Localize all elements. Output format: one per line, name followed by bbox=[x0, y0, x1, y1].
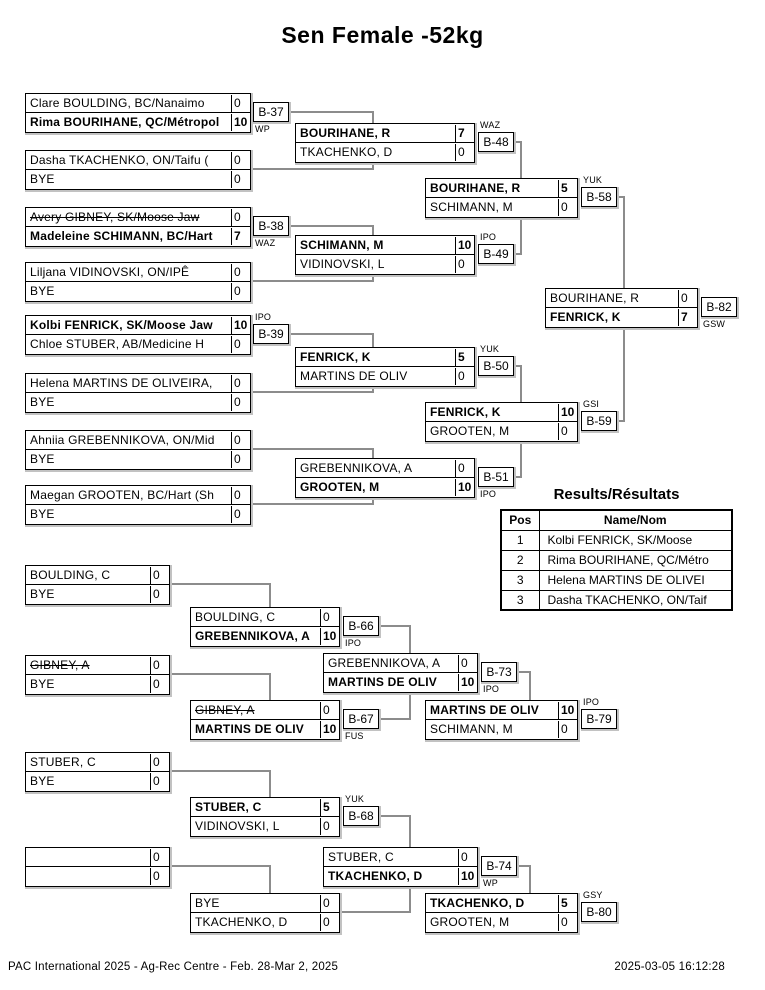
match-number-tag: B-51 bbox=[478, 467, 514, 487]
athlete-row bbox=[324, 867, 477, 886]
athlete-name: TKACHENKO, D bbox=[300, 145, 393, 159]
athlete-name: Avery GIBNEY, SK/Moose Jaw bbox=[30, 209, 200, 224]
match-box-rep-stuber-vidinovski bbox=[190, 797, 340, 837]
athlete-row bbox=[426, 179, 577, 198]
athlete-name: GREBENNIKOVA, A bbox=[195, 629, 311, 643]
match-number-tag: B-67 bbox=[343, 709, 379, 729]
score-value: 0 bbox=[558, 423, 577, 440]
score-value: 0 bbox=[231, 264, 250, 281]
match-box-rep-gibney-bye bbox=[25, 655, 170, 695]
athlete-row bbox=[426, 198, 577, 217]
match-box-r32-fenrick-stuber bbox=[25, 315, 251, 355]
athlete-name: GROOTEN, M bbox=[430, 915, 510, 929]
athlete-row bbox=[26, 656, 169, 675]
score-value: 10 bbox=[455, 237, 474, 254]
athlete-name: Kolbi FENRICK, SK/Moose Jaw bbox=[30, 317, 213, 332]
match-box-rep-bye-tkachenko bbox=[190, 893, 340, 933]
athlete-name: SCHIMANN, M bbox=[300, 237, 384, 252]
athlete-row bbox=[26, 374, 250, 393]
results-col-pos: Pos bbox=[501, 510, 539, 530]
match-box-sf-fenrick-grooten bbox=[425, 402, 578, 442]
athlete-row bbox=[296, 348, 474, 367]
score-value: 0 bbox=[320, 895, 339, 912]
result-position: 1 bbox=[501, 530, 539, 550]
athlete-name: GREBENNIKOVA, A bbox=[300, 460, 413, 475]
athlete-row bbox=[191, 913, 339, 932]
score-value: 7 bbox=[231, 228, 250, 245]
match-box-rep-boulding-grebennikova bbox=[190, 607, 340, 647]
match-number-tag: B-37 bbox=[253, 102, 289, 122]
athlete-name: TKACHENKO, D bbox=[195, 915, 288, 929]
match-box-qf-fenrick-martins bbox=[295, 347, 475, 387]
score-value: 0 bbox=[455, 256, 474, 273]
match-number-tag: B-48 bbox=[478, 132, 514, 152]
score-value: 7 bbox=[678, 309, 697, 326]
win-technique-label: GSI bbox=[583, 399, 600, 409]
score-value: 0 bbox=[150, 676, 169, 693]
athlete-name: Helena MARTINS DE OLIVEIRA, bbox=[30, 375, 213, 390]
athlete-name: Ahniia GREBENNIKOVA, ON/Mid bbox=[30, 432, 215, 447]
score-value: 10 bbox=[458, 868, 477, 885]
athlete-name: SCHIMANN, M bbox=[430, 200, 513, 214]
athlete-row bbox=[26, 170, 250, 189]
connector-line bbox=[170, 771, 270, 798]
result-name: Helena MARTINS DE OLIVEI bbox=[539, 570, 732, 590]
athlete-name: BYE bbox=[30, 507, 55, 521]
results-row bbox=[501, 530, 732, 550]
match-box-r32-vidinovski-bye bbox=[25, 262, 251, 302]
athlete-name: BOULDING, C bbox=[195, 609, 276, 624]
connector-line bbox=[517, 866, 530, 894]
footer-timestamp: 2025-03-05 16:12:28 bbox=[614, 961, 725, 973]
score-value: 0 bbox=[678, 290, 697, 307]
score-value: 0 bbox=[231, 487, 250, 504]
athlete-row bbox=[26, 848, 169, 867]
athlete-name: MARTINS DE OLIV bbox=[195, 722, 305, 736]
match-number-tag: B-66 bbox=[343, 616, 379, 636]
match-box-qf-bourihane-tkachenko bbox=[295, 123, 475, 163]
score-value: 10 bbox=[231, 114, 250, 131]
score-value: 0 bbox=[231, 171, 250, 188]
score-value: 0 bbox=[231, 506, 250, 523]
score-value: 0 bbox=[150, 567, 169, 584]
score-value: 10 bbox=[320, 721, 339, 738]
score-value: 0 bbox=[231, 209, 250, 226]
score-value: 0 bbox=[231, 95, 250, 112]
win-technique-label: GSW bbox=[703, 319, 726, 329]
score-value: 10 bbox=[558, 404, 577, 421]
athlete-name: Madeleine SCHIMANN, BC/Hart bbox=[30, 229, 213, 243]
match-number-tag: B-39 bbox=[253, 324, 289, 344]
athlete-row bbox=[26, 227, 250, 246]
score-value: 0 bbox=[458, 655, 477, 672]
athlete-name: BYE bbox=[30, 395, 55, 409]
result-position: 3 bbox=[501, 570, 539, 590]
score-value: 0 bbox=[150, 849, 169, 866]
result-name: Dasha TKACHENKO, ON/Taif bbox=[539, 590, 732, 610]
win-technique-label: IPO bbox=[255, 312, 272, 322]
score-value: 0 bbox=[558, 914, 577, 931]
win-technique-label: YUK bbox=[480, 344, 500, 354]
score-value: 5 bbox=[455, 349, 474, 366]
score-value: 5 bbox=[558, 180, 577, 197]
win-technique-label: WAZ bbox=[255, 238, 276, 248]
athlete-name: BYE bbox=[30, 284, 55, 298]
results-section bbox=[500, 486, 733, 611]
connector-line bbox=[170, 866, 270, 894]
score-value: 0 bbox=[455, 460, 474, 477]
score-value: 7 bbox=[455, 125, 474, 142]
athlete-row bbox=[296, 236, 474, 255]
score-value: 0 bbox=[320, 818, 339, 835]
match-box-rep-empty bbox=[25, 847, 170, 887]
score-value: 10 bbox=[455, 479, 474, 496]
score-value: 0 bbox=[231, 394, 250, 411]
athlete-row bbox=[546, 289, 697, 308]
score-value: 10 bbox=[231, 317, 250, 334]
match-box-rep-gibney-martins bbox=[190, 700, 340, 740]
athlete-name: Dasha TKACHENKO, ON/Taifu ( bbox=[30, 152, 209, 167]
athlete-name: STUBER, C bbox=[328, 849, 394, 864]
match-number-tag: B-79 bbox=[581, 709, 617, 729]
athlete-name: GIBNEY, A bbox=[195, 702, 255, 717]
score-value: 0 bbox=[150, 754, 169, 771]
score-value: 10 bbox=[558, 702, 577, 719]
athlete-name: SCHIMANN, M bbox=[430, 722, 513, 736]
connector-line bbox=[170, 584, 270, 608]
athlete-row bbox=[546, 308, 697, 327]
score-value: 10 bbox=[458, 674, 477, 691]
athlete-row bbox=[191, 701, 339, 720]
athlete-row bbox=[191, 627, 339, 646]
athlete-row bbox=[26, 282, 250, 301]
score-value: 0 bbox=[150, 657, 169, 674]
results-row bbox=[501, 590, 732, 610]
athlete-row bbox=[26, 675, 169, 694]
athlete-row bbox=[26, 585, 169, 604]
win-technique-label: WP bbox=[483, 878, 498, 888]
match-number-tag: B-80 bbox=[581, 902, 617, 922]
athlete-row bbox=[26, 431, 250, 450]
athlete-row bbox=[26, 335, 250, 354]
footer-event-info: PAC International 2025 - Ag-Rec Centre - Feb. 28-Mar 2, 2025 bbox=[8, 961, 339, 973]
win-technique-label: IPO bbox=[583, 697, 600, 707]
athlete-row bbox=[26, 113, 250, 132]
athlete-name: GIBNEY, A bbox=[30, 657, 90, 672]
athlete-row bbox=[26, 208, 250, 227]
athlete-name: BOURIHANE, R bbox=[430, 180, 521, 195]
score-value: 0 bbox=[231, 336, 250, 353]
athlete-row bbox=[426, 422, 577, 441]
athlete-row bbox=[426, 720, 577, 739]
match-box-r32-grooten-bye bbox=[25, 485, 251, 525]
athlete-name: STUBER, C bbox=[195, 799, 262, 814]
athlete-row bbox=[324, 673, 477, 692]
athlete-row bbox=[26, 867, 169, 886]
athlete-row bbox=[191, 608, 339, 627]
score-value: 0 bbox=[231, 375, 250, 392]
athlete-name: FENRICK, K bbox=[430, 404, 501, 419]
match-number-tag: B-49 bbox=[478, 244, 514, 264]
match-box-r32-gibney-schimann bbox=[25, 207, 251, 247]
athlete-name: TKACHENKO, D bbox=[430, 895, 525, 910]
match-box-qf-grebennikova-grooten bbox=[295, 458, 475, 498]
score-value: 0 bbox=[231, 451, 250, 468]
athlete-row bbox=[26, 450, 250, 469]
athlete-name: BYE bbox=[30, 172, 55, 186]
match-box-qf-schimann-vidinovski bbox=[295, 235, 475, 275]
match-number-tag: B-59 bbox=[581, 411, 617, 431]
athlete-row bbox=[26, 151, 250, 170]
score-value: 0 bbox=[458, 849, 477, 866]
result-position: 2 bbox=[501, 550, 539, 570]
score-value: 0 bbox=[558, 199, 577, 216]
athlete-name: Maegan GROOTEN, BC/Hart (Sh bbox=[30, 487, 215, 502]
match-number-tag: B-58 bbox=[581, 187, 617, 207]
score-value: 0 bbox=[150, 868, 169, 885]
athlete-name: MARTINS DE OLIV bbox=[328, 675, 438, 689]
athlete-row bbox=[296, 367, 474, 386]
athlete-row bbox=[324, 654, 477, 673]
score-value: 0 bbox=[320, 609, 339, 626]
athlete-row bbox=[426, 894, 577, 913]
score-value: 10 bbox=[320, 628, 339, 645]
athlete-name: BYE bbox=[195, 895, 220, 910]
athlete-name: BYE bbox=[30, 774, 55, 788]
athlete-name: FENRICK, K bbox=[550, 310, 621, 324]
results-row bbox=[501, 550, 732, 570]
win-technique-label: WAZ bbox=[480, 120, 501, 130]
athlete-row bbox=[191, 817, 339, 836]
athlete-name: GREBENNIKOVA, A bbox=[328, 655, 441, 670]
athlete-row bbox=[26, 263, 250, 282]
athlete-row bbox=[296, 459, 474, 478]
athlete-name: Rima BOURIHANE, QC/Métropol bbox=[30, 115, 220, 129]
match-box-bronze-tkachenko-grooten bbox=[425, 893, 578, 933]
athlete-name: FENRICK, K bbox=[300, 349, 371, 364]
athlete-row bbox=[26, 393, 250, 412]
win-technique-label: IPO bbox=[345, 638, 362, 648]
athlete-row bbox=[191, 894, 339, 913]
result-position: 3 bbox=[501, 590, 539, 610]
match-number-tag: B-74 bbox=[481, 856, 517, 876]
results-table bbox=[500, 509, 733, 611]
athlete-name: BYE bbox=[30, 452, 55, 466]
match-box-sf-bourihane-schimann bbox=[425, 178, 578, 218]
result-name: Kolbi FENRICK, SK/Moose bbox=[539, 530, 732, 550]
page-title: Sen Female -52kg bbox=[281, 22, 484, 48]
score-value: 5 bbox=[558, 895, 577, 912]
score-value: 0 bbox=[320, 914, 339, 931]
athlete-row bbox=[26, 94, 250, 113]
match-box-final-bourihane-fenrick bbox=[545, 288, 698, 328]
results-title: Results/Résultats bbox=[553, 486, 680, 503]
connector-line bbox=[170, 674, 270, 701]
athlete-row bbox=[26, 566, 169, 585]
results-header-row bbox=[501, 510, 732, 530]
athlete-name: Liljana VIDINOVSKI, ON/IPÊ bbox=[30, 264, 190, 279]
athlete-name: Chloe STUBER, AB/Medicine H bbox=[30, 337, 205, 351]
match-box-bronze-martins-schimann bbox=[425, 700, 578, 740]
match-box-rep-boulding-bye bbox=[25, 565, 170, 605]
match-number-tag: B-50 bbox=[478, 356, 514, 376]
athlete-row bbox=[426, 403, 577, 422]
win-technique-label: FUS bbox=[345, 731, 364, 741]
match-box-r32-boulding-bourihane bbox=[25, 93, 251, 133]
results-col-name: Name/Nom bbox=[539, 510, 732, 530]
win-technique-label: WP bbox=[255, 124, 270, 134]
athlete-row bbox=[296, 255, 474, 274]
athlete-row bbox=[191, 720, 339, 739]
athlete-name: BYE bbox=[30, 587, 55, 601]
score-value: 0 bbox=[455, 144, 474, 161]
match-number-tag: B-73 bbox=[481, 662, 517, 682]
athlete-row bbox=[296, 478, 474, 497]
match-box-r32-tkachenko-bye bbox=[25, 150, 251, 190]
athlete-row bbox=[26, 316, 250, 335]
score-value: 0 bbox=[558, 721, 577, 738]
athlete-row bbox=[324, 848, 477, 867]
win-technique-label: IPO bbox=[480, 232, 497, 242]
athlete-row bbox=[426, 913, 577, 932]
match-number-tag: B-82 bbox=[701, 297, 737, 317]
athlete-name: BOURIHANE, R bbox=[300, 125, 391, 140]
athlete-name: Clare BOULDING, BC/Nanaimo bbox=[30, 95, 205, 110]
athlete-row bbox=[426, 701, 577, 720]
athlete-name: MARTINS DE OLIV bbox=[300, 369, 408, 383]
athlete-name: VIDINOVSKI, L bbox=[195, 819, 280, 833]
athlete-name: BYE bbox=[30, 677, 55, 691]
score-value: 0 bbox=[231, 152, 250, 169]
match-box-rep-stuber-tkachenko bbox=[323, 847, 478, 887]
match-number-tag: B-68 bbox=[343, 806, 379, 826]
win-technique-label: IPO bbox=[483, 684, 500, 694]
athlete-name: STUBER, C bbox=[30, 754, 96, 769]
match-box-r32-martins-bye bbox=[25, 373, 251, 413]
score-value: 5 bbox=[320, 799, 339, 816]
athlete-row bbox=[26, 772, 169, 791]
athlete-row bbox=[296, 124, 474, 143]
match-box-rep-stuber-bye bbox=[25, 752, 170, 792]
score-value: 0 bbox=[320, 702, 339, 719]
result-name: Rima BOURIHANE, QC/Métro bbox=[539, 550, 732, 570]
athlete-row bbox=[191, 798, 339, 817]
athlete-name: GROOTEN, M bbox=[300, 480, 380, 494]
score-value: 0 bbox=[150, 586, 169, 603]
athlete-name: GROOTEN, M bbox=[430, 424, 510, 438]
win-technique-label: IPO bbox=[480, 489, 497, 499]
athlete-row bbox=[26, 486, 250, 505]
athlete-name: TKACHENKO, D bbox=[328, 869, 423, 883]
score-value: 0 bbox=[231, 432, 250, 449]
athlete-row bbox=[26, 753, 169, 772]
score-value: 0 bbox=[231, 283, 250, 300]
athlete-name: MARTINS DE OLIV bbox=[430, 702, 540, 717]
score-value: 0 bbox=[455, 368, 474, 385]
match-number-tag: B-38 bbox=[253, 216, 289, 236]
score-value: 0 bbox=[150, 773, 169, 790]
connector-line bbox=[517, 672, 530, 701]
match-box-rep-grebennikova-martins bbox=[323, 653, 478, 693]
athlete-row bbox=[26, 505, 250, 524]
athlete-row bbox=[296, 143, 474, 162]
results-row bbox=[501, 570, 732, 590]
win-technique-label: GSY bbox=[583, 890, 603, 900]
win-technique-label: YUK bbox=[345, 794, 365, 804]
athlete-name: BOULDING, C bbox=[30, 567, 111, 582]
athlete-name: VIDINOVSKI, L bbox=[300, 257, 385, 271]
athlete-name: BOURIHANE, R bbox=[550, 290, 640, 305]
match-box-r32-grebennikova-bye bbox=[25, 430, 251, 470]
win-technique-label: YUK bbox=[583, 175, 603, 185]
